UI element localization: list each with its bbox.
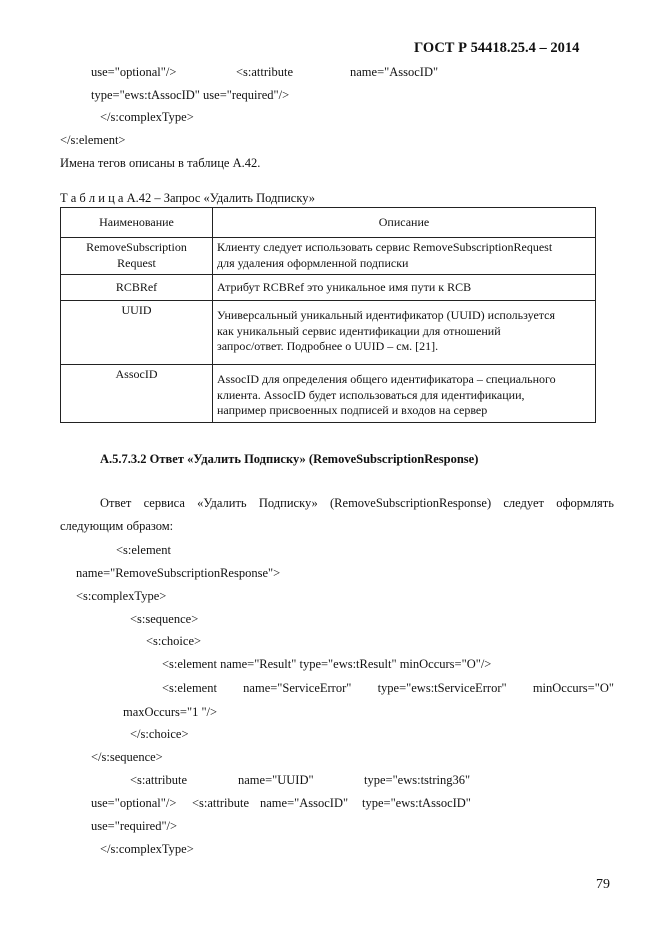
code-line: <s:attribute bbox=[236, 65, 294, 79]
cell-description bbox=[213, 301, 596, 365]
code-line: name="RemoveSubscriptionResponse"> bbox=[76, 566, 281, 580]
cell-description bbox=[213, 365, 596, 423]
code-token: name="ServiceError" bbox=[243, 681, 352, 695]
code-line: <s:sequence> bbox=[130, 612, 199, 626]
table-row bbox=[61, 238, 596, 275]
code-line: </s:element> bbox=[60, 133, 126, 147]
tags-table bbox=[60, 207, 596, 423]
word: следует bbox=[503, 496, 544, 510]
document-header: ГОСТ Р 54418.25.4 – 2014 bbox=[414, 40, 580, 56]
cell-name: RCBRef bbox=[61, 275, 213, 301]
table-row bbox=[61, 365, 596, 423]
code-token: type="ews:tServiceError" bbox=[377, 681, 507, 695]
code-line: <s:element name="Result" type="ews:tResult" minOccurs="O"/> bbox=[162, 657, 492, 671]
cell-description bbox=[213, 238, 596, 275]
cell-description-line: Универсальный уникальный идентификатор (UUID) используется bbox=[217, 308, 556, 322]
word: Подписку» bbox=[258, 496, 318, 510]
cell-description-line: например присвоенных подписей и входов на сервер bbox=[217, 403, 488, 417]
code-line bbox=[162, 681, 614, 696]
paragraph-line: следующим образом: bbox=[60, 519, 174, 533]
table-header-row bbox=[61, 208, 596, 238]
table-row bbox=[61, 275, 596, 301]
table-caption: Т а б л и ц а А.42 – Запрос «Удалить Подписку» bbox=[60, 191, 316, 205]
cell-description-line: как уникальный сервис идентификации для отношений bbox=[217, 323, 501, 338]
cell-description: Атрибут RCBRef это уникальное имя пути к RCB bbox=[213, 275, 596, 301]
code-line: <s:attribute bbox=[192, 796, 250, 810]
code-line: name="UUID" bbox=[238, 773, 314, 787]
code-line: <s:element bbox=[116, 543, 171, 557]
cell-description-line: Клиенту следует использовать сервис RemoveSubscriptionRequest bbox=[217, 240, 553, 254]
column-header-description: Описание bbox=[213, 208, 596, 238]
cell-name: AssocID bbox=[61, 365, 213, 423]
cell-description-line: клиента. AssocID будет использоваться для идентификации, bbox=[217, 387, 525, 402]
code-line: <s:choice> bbox=[146, 634, 202, 648]
code-line: type="ews:tstring36" bbox=[364, 773, 471, 787]
word: Ответ bbox=[100, 496, 132, 510]
cell-name-line: RemoveSubscription bbox=[86, 240, 187, 254]
word: оформлять bbox=[556, 496, 614, 510]
cell-description-line: для удаления оформленной подписки bbox=[217, 255, 409, 270]
cell-name bbox=[61, 238, 213, 275]
code-line: </s:sequence> bbox=[91, 750, 163, 764]
code-line: name="AssocID" bbox=[260, 796, 349, 810]
code-line: use="optional"/> bbox=[91, 796, 177, 810]
word: сервиса bbox=[143, 496, 185, 510]
code-line: use="optional"/> bbox=[91, 65, 177, 79]
word: «Удалить bbox=[197, 496, 247, 510]
code-line: </s:complexType> bbox=[100, 110, 194, 124]
table-row bbox=[61, 301, 596, 365]
cell-name: UUID bbox=[61, 301, 213, 365]
code-line: <s:complexType> bbox=[76, 589, 167, 603]
code-line: </s:choice> bbox=[130, 727, 189, 741]
column-header-name: Наименование bbox=[61, 208, 213, 238]
word: (RemoveSubscriptionResponse) bbox=[330, 496, 492, 510]
code-token: minOccurs="O" bbox=[532, 681, 614, 695]
code-line: type="ews:tAssocID" bbox=[362, 796, 471, 810]
cell-description-line: запрос/ответ. Подробнее о UUID – см. [21]. bbox=[217, 339, 439, 353]
code-token: <s:element bbox=[162, 681, 217, 695]
cell-description-line: AssocID для определения общего идентификатора – специального bbox=[217, 372, 556, 386]
code-line: use="required"/> bbox=[91, 819, 178, 833]
page-number: 79 bbox=[596, 877, 610, 892]
code-line: type="ews:tAssocID" use="required"/> bbox=[91, 88, 290, 102]
code-line: <s:attribute bbox=[130, 773, 188, 787]
code-line: maxOccurs="1 "/> bbox=[123, 705, 218, 719]
section-heading: А.5.7.3.2 Ответ «Удалить Подписку» (RemoveSubscriptionResponse) bbox=[100, 452, 479, 466]
paragraph-line bbox=[100, 496, 614, 511]
code-line: name="AssocID" bbox=[350, 65, 439, 79]
cell-name-line: Request bbox=[117, 255, 156, 270]
intro-text: Имена тегов описаны в таблице А.42. bbox=[60, 156, 261, 170]
code-line: </s:complexType> bbox=[100, 842, 194, 856]
